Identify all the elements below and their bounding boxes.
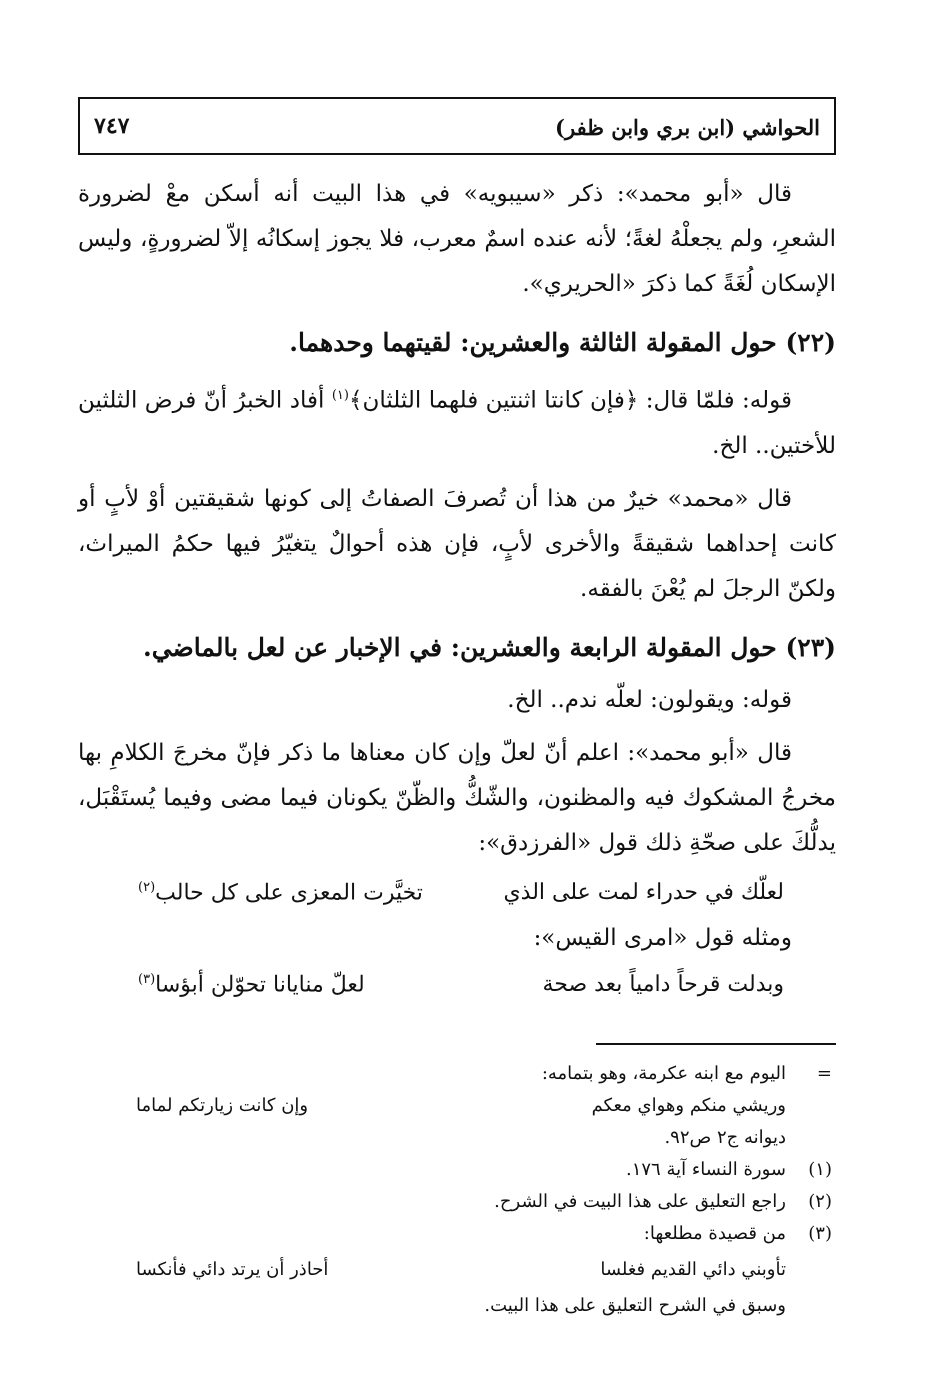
verse-imru-alqays [78, 966, 836, 1010]
footnote-2: (٢) راجع التعليق على هذا البيت في الشرح. [494, 1191, 832, 1212]
running-title: الحواشي (ابن بري وابن ظفر) [555, 115, 820, 140]
footnote-continuation-source: ديوانه ج٢ ص٩٢. [664, 1127, 786, 1148]
paragraph-muhammad: قال «محمد» خيرٌ من هذا أن تُصرفَ الصفاتُ إلى كونها شقيقتين أوْ لأبٍ أو كانت إحداهما شقيقةً والأخرى لأبٍ، فإن هذه أحوالٌ يتغيّرُ فيها حكمُ الميراث، ولكنّ الرجلَ لم يُعْنَ بالفقه. [78, 485, 836, 602]
section-heading-22: (٢٢) حول المقولة الثالثة والعشرين: لقيتهما وحدهما. [289, 328, 836, 357]
quote-lead: قوله: فلمّا قال: ﴿فإن كانتا اثنتين فلهما الثلثان﴾ [348, 387, 792, 414]
footnote-3: (٣) من قصيدة مطلعها: [643, 1223, 832, 1244]
footnote-3-note: وسبق في الشرح التعليق على هذا البيت. [484, 1295, 786, 1316]
paragraph-imru-alqays: ومثله قول «امرى القيس»: [533, 924, 792, 951]
footnote-separator [596, 1043, 836, 1045]
verse-hemistich-second: لعلّ منايانا تحوّلن أبؤسا$^{(٣)}$ [138, 971, 365, 997]
paragraph-abu-muhammad-2: قال «أبو محمد»: اعلم أنّ لعلّ وإن كان معناها ما ذكر فإنّ مخرجَ الكلامِ بها مخرجُ المشكوك فيه والمظنون، والشّكُّ والظّنّ يكونان فيما مضى وفيما يُستَقْبَل، يدلُّكَ على صحّةِ ذلك قول «الفرزدق»: [78, 739, 836, 856]
verse-hemistich-first: لعلّك في حدراء لمت على الذي [503, 879, 784, 905]
quote-tail: أفاد الخبرُ أنّ فرض الثلثين للأختين.. الخ. [78, 387, 836, 459]
footnote-continuation-verse: وريشي منكم وهواي معكم وإن كانت زيارتكم لماما [136, 1095, 786, 1116]
section-heading-23: (٢٣) حول المقولة الرابعة والعشرين: في الإخبار عن لعل بالماضي. [143, 632, 836, 662]
paragraph-abu-muhammad-1: قال «أبو محمد»: ذكر «سيبويه» في هذا البيت أنه أسكن معْ لضرورة الشعرِ، ولم يجعلْهُ لغةً؛ لأنه عنده اسمٌ معرب، فلا يجوز إسكانُه إلاّ لضرورةٍ، وليس الإسكان لُغَةً كما ذكرَ «الحريري». [78, 181, 837, 297]
verse-hemistich-second: تخيَّرت المعزى على كل حالب$^{(٢)}$ [138, 879, 423, 905]
footnotes [78, 1058, 836, 1322]
footnote-1: (١) سورة النساء آية ١٧٦. [625, 1159, 832, 1180]
paragraph-qawluhu-1 [78, 373, 836, 469]
paragraph-qawluhu-2: قوله: ويقولون: لعلّه ندم.. الخ. [507, 686, 792, 713]
running-header [78, 97, 836, 155]
page-number: ٧٤٧ [94, 113, 130, 139]
footnote-ref-2: (٢) [138, 879, 156, 895]
footnote-ref-3: (٣) [138, 971, 156, 987]
continuation-mark: = [816, 1063, 832, 1084]
verse-farazdaq [78, 874, 836, 918]
footnote-continuation: = اليوم مع ابنه عكرمة، وهو بتمامه: [78, 1058, 836, 1090]
footnote-3-verse: تأوبني دائي القديم فغلسا أحاذر أن يرتد دائي فأنكسا [136, 1259, 786, 1280]
main-text [78, 172, 836, 1010]
footnote-ref-1: (١) [331, 388, 349, 403]
verse-hemistich-first: وبدلت قرحاً دامياً بعد صحة [542, 971, 784, 997]
